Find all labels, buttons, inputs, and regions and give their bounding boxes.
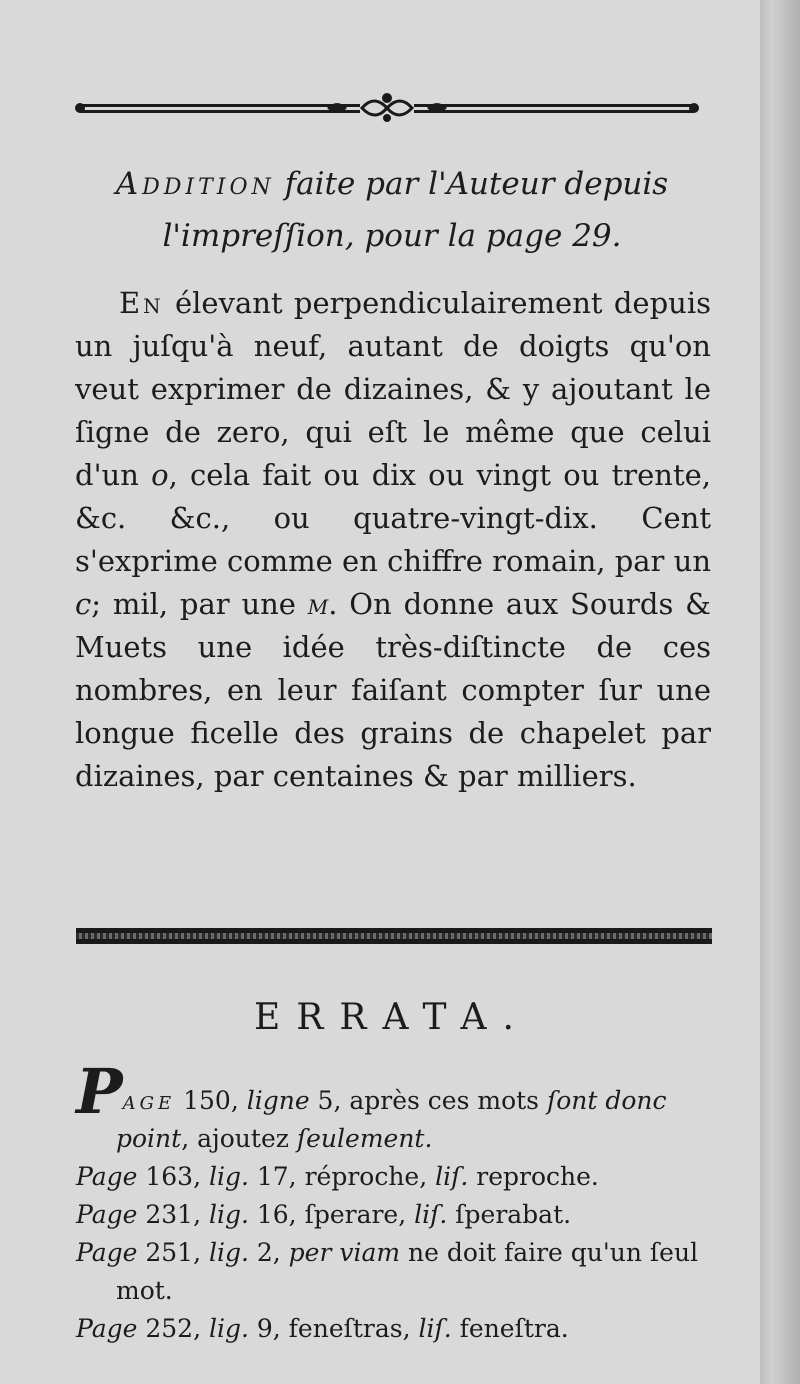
- errata-heading: ERRATA.: [253, 997, 530, 1038]
- drop-cap-p: P: [76, 1055, 123, 1128]
- errata-read-word: liſ.: [435, 1162, 469, 1191]
- addition-paragraph: [75, 282, 711, 798]
- addition-heading-line2: l'impreſſion, pour la page 29.: [162, 218, 622, 254]
- errata-read-word: liſ.: [414, 1200, 448, 1229]
- addition-heading: [72, 158, 712, 262]
- errata-page-number: 231,: [137, 1200, 209, 1229]
- errata-entry: [76, 1055, 716, 1158]
- errata-text: 16, ſperare,: [248, 1200, 415, 1229]
- errata-page-number: 252,: [137, 1314, 209, 1343]
- errata-list: [76, 1055, 716, 1348]
- errata-correction: ne doit faire qu'un ſeul mot.: [116, 1238, 699, 1305]
- errata-page-number: 163,: [137, 1162, 209, 1191]
- errata-page-word: Page: [76, 1200, 138, 1229]
- paragraph-text-2: , cela fait ou dix ou vingt ou trente, &c. &c., ou quatre-vingt-dix. Cent s'exprime comme en chiffre romain, par un: [75, 458, 711, 578]
- errata-text: 9, feneſtras,: [248, 1314, 419, 1343]
- errata-text: 5, après ces mots: [309, 1086, 547, 1115]
- errata-correction: reproche.: [468, 1162, 599, 1191]
- letter-m: m: [307, 587, 329, 621]
- errata-line-word: ligne: [246, 1086, 310, 1115]
- addition-heading-rest: faite par l'Auteur depuis: [274, 166, 669, 202]
- paragraph-text-4: . On donne aux Sourds & Muets une idée très-diſtincte de ces nombres, en leur faiſant compter ſur une longue ficelle des grains de chapelet par dizaines, par centaines & par milliers.: [75, 587, 711, 793]
- letter-o: o: [151, 458, 169, 492]
- errata-correction: ſperabat.: [447, 1200, 572, 1229]
- paragraph-lead-word: En: [119, 286, 164, 320]
- addition-heading-lead: Addition: [115, 166, 275, 202]
- errata-page-number: 251,: [137, 1238, 209, 1267]
- errata-entry: [76, 1234, 716, 1310]
- errata-italic-phrase: per viam: [288, 1238, 401, 1267]
- errata-text-mid: , ajoutez: [181, 1124, 297, 1153]
- ornamental-header-rule: [72, 88, 702, 128]
- errata-correction: feneſtra.: [451, 1314, 569, 1343]
- errata-page-word: Page: [76, 1314, 138, 1343]
- addition-body: [75, 282, 711, 798]
- errata-page-word: Page: [76, 1162, 138, 1191]
- paragraph-text-3: ; mil, par une: [91, 587, 308, 621]
- errata-line-word: lig.: [208, 1314, 249, 1343]
- errata-italic-2: ſeulement.: [296, 1124, 433, 1153]
- section-divider-rule: [76, 928, 712, 944]
- book-gutter: [760, 0, 800, 1384]
- errata-page-number: 150,: [175, 1086, 247, 1115]
- errata-text: 2,: [248, 1238, 289, 1267]
- errata-page-word: Page: [76, 1238, 138, 1267]
- errata-read-word: liſ.: [418, 1314, 452, 1343]
- errata-text: 17, réproche,: [248, 1162, 436, 1191]
- errata-page-word: age: [122, 1086, 176, 1115]
- errata-line-word: lig.: [208, 1238, 249, 1267]
- paragraph-text-1: élevant perpendiculairement depuis un juſqu'à neuf, autant de doigts qu'on veut exprimer de dizaines, & y ajoutant le ſigne de zero, qui eſt le même que celui d'un: [75, 286, 711, 492]
- errata-line-word: lig.: [208, 1200, 249, 1229]
- errata-entry: [76, 1158, 716, 1196]
- letter-c: c: [75, 587, 92, 621]
- errata-italic-1: ſont donc point: [116, 1086, 667, 1153]
- errata-entry: [76, 1196, 716, 1234]
- errata-entry: [76, 1310, 716, 1348]
- errata-line-word: lig.: [208, 1162, 249, 1191]
